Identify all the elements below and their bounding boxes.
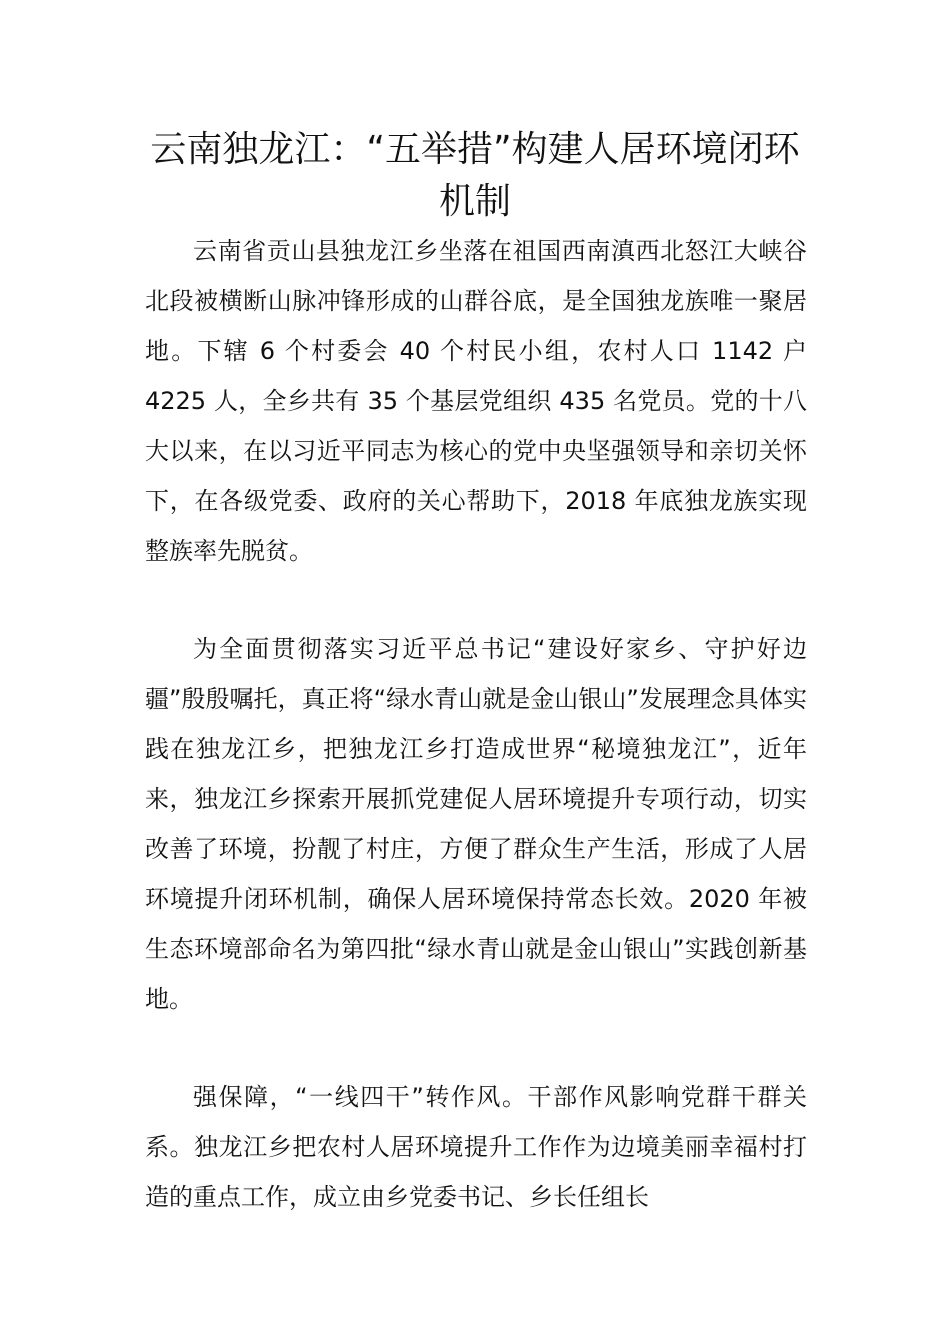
paragraph-background: 为全面贯彻落实习近平总书记“建设好家乡、守护好边疆”殷殷嘱托，真正将“绿水青山就是金山银山”发展理念具体实践在独龙江乡，把独龙江乡打造成世界“秘境独龙江”，近年来，独龙江乡探索开展抓党建促人居环境提升专项行动，切实改善了环境，扮靓了村庄，方便了群众生产生活，形成了人居环境提升闭环机制，确保人居环境保持常态长效。2020 年被生态环境部命名为第四批“绿水青山就是金山银山”实践创新基地。 [145,635,807,1013]
paragraph-intro: 云南省贡山县独龙江乡坐落在祖国西南滇西北怒江大峡谷北段被横断山脉冲锋形成的山群谷底，是全国独龙族唯一聚居地。下辖 6 个村委会 40 个村民小组，农村人口 1142 户 4225 人，全乡共有 35 个基层党组织 435 名党员。党的十八大以来，在以习近平同志为核心的党中央坚强领导和亲切关怀下，在各级党委、政府的关心帮助下，2018 年底独龙族实现整族率先脱贫。 [145,237,807,565]
paragraph-measure-one: 强保障，“一线四干”转作风。干部作风影响党群干群关系。独龙江乡把农村人居环境提升工作作为边境美丽幸福村打造的重点工作，成立由乡党委书记、乡长任组长 [145,1083,807,1211]
document-title: 云南独龙江：“五举措”构建人居环境闭环机制 [150,129,800,222]
